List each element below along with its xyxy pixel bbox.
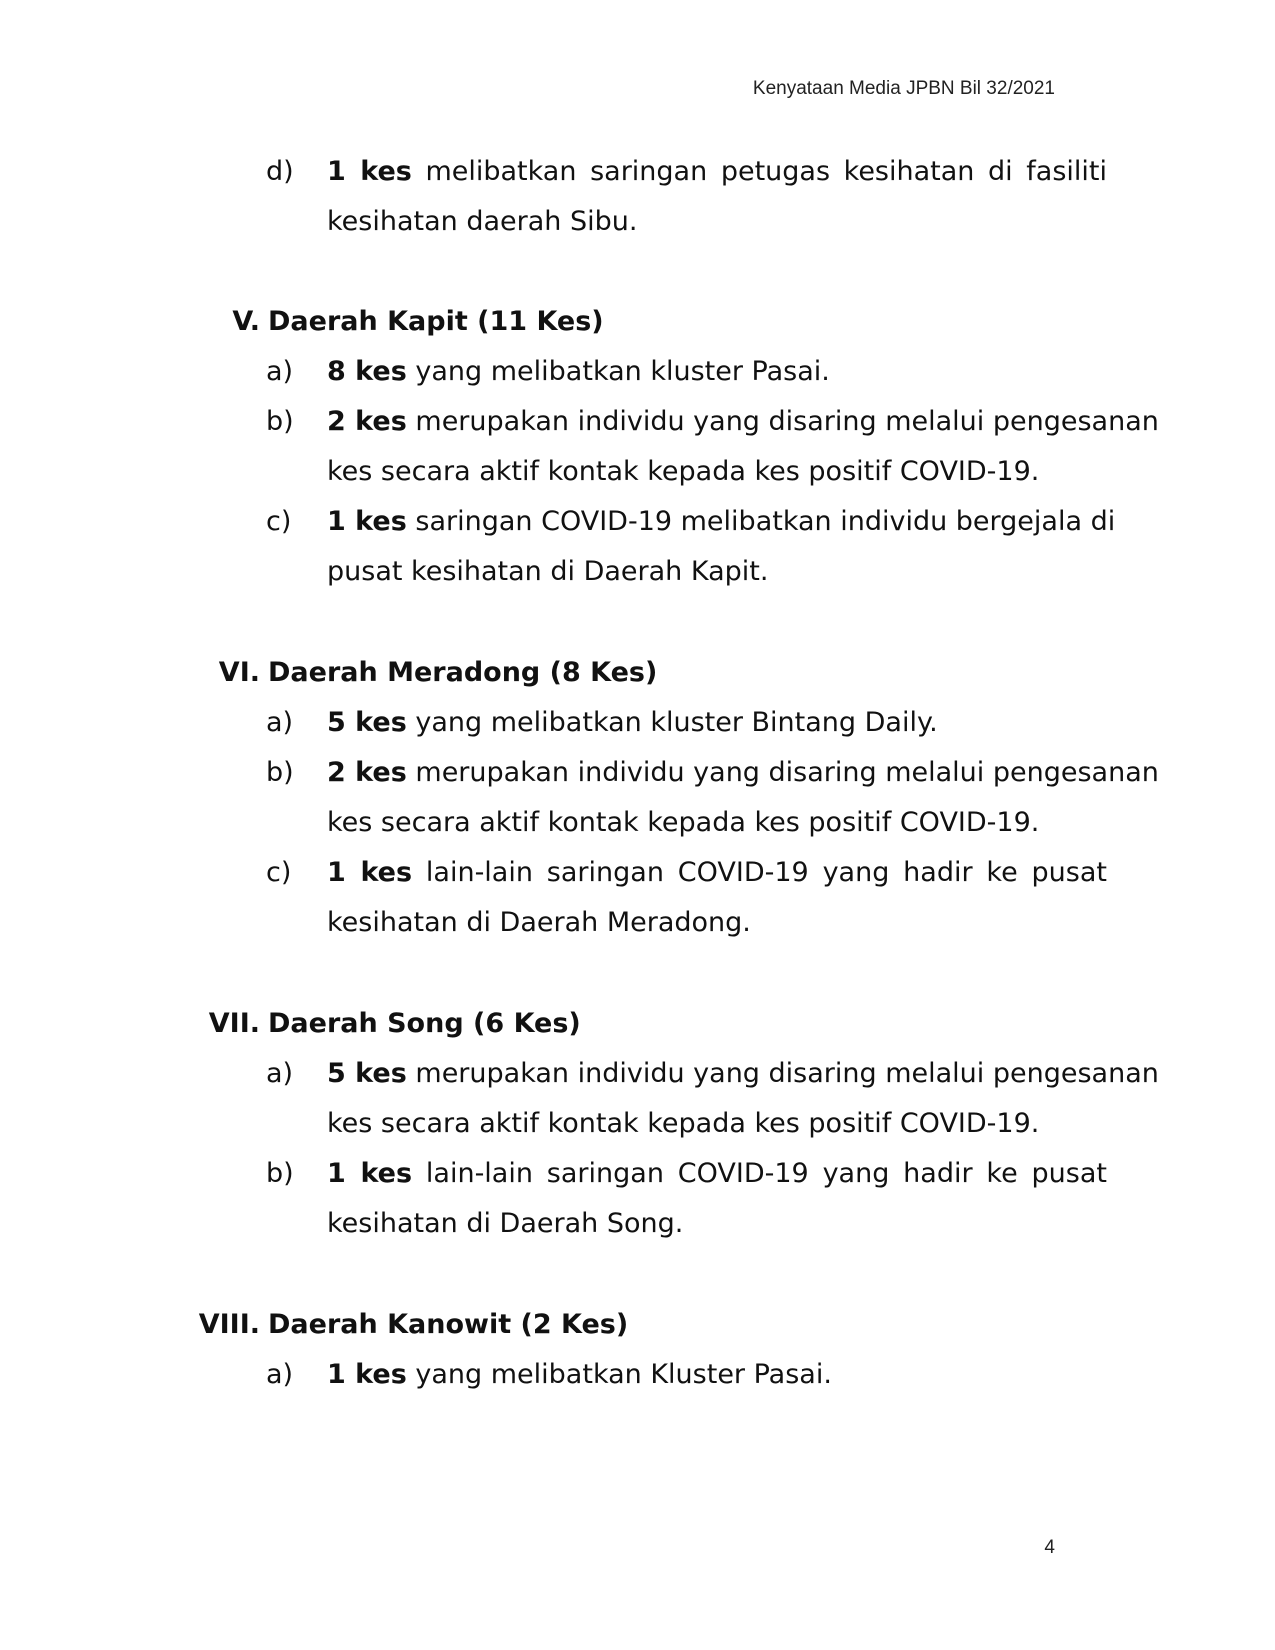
case-count: 2 kes — [327, 406, 407, 437]
item-description-continued: kesihatan di Daerah Song. — [327, 1208, 684, 1239]
section-title: Daerah Song (6 Kes) — [268, 1008, 581, 1039]
case-count: 1 kes — [327, 857, 413, 888]
section-heading — [0, 1299, 1275, 1351]
list-item — [0, 1048, 1275, 1100]
section-heading — [0, 296, 1275, 348]
item-letter: a) — [266, 1359, 294, 1390]
document-header: Kenyataan Media JPBN Bil 32/2021 — [752, 78, 1055, 99]
item-letter: b) — [266, 1158, 294, 1189]
item-text — [327, 346, 1107, 398]
item-letter: c) — [266, 857, 292, 888]
section-heading — [0, 998, 1275, 1050]
case-count: 1 kes — [327, 1359, 407, 1390]
item-text — [327, 697, 1107, 749]
list-item-continuation — [0, 446, 1275, 498]
item-description-continued: kesihatan daerah Sibu. — [327, 206, 638, 237]
item-description-continued: kes secara aktif kontak kepada kes positif COVID-19. — [327, 456, 1040, 487]
item-text — [327, 146, 1107, 198]
list-item — [0, 747, 1275, 799]
item-description-continued: pusat kesihatan di Daerah Kapit. — [327, 556, 769, 587]
section-numeral: V. — [232, 306, 260, 337]
item-text — [327, 747, 1159, 799]
item-text — [327, 496, 1116, 548]
item-text — [327, 1148, 1107, 1200]
item-description: merupakan individu yang disaring melalui pengesanan — [406, 757, 1159, 788]
item-letter: a) — [266, 1058, 294, 1089]
case-count: 8 kes — [327, 356, 407, 387]
list-item — [0, 1349, 1275, 1401]
item-text — [327, 396, 1159, 448]
list-item-continuation — [0, 1098, 1275, 1150]
page-number: 4 — [1044, 1537, 1055, 1558]
item-letter: c) — [266, 506, 292, 537]
list-item — [0, 396, 1275, 448]
item-description: saringan COVID-19 melibatkan individu bergejala di — [406, 506, 1116, 537]
item-description: merupakan individu yang disaring melalui pengesanan — [406, 1058, 1159, 1089]
item-text — [327, 847, 1107, 899]
section-numeral: VIII. — [198, 1309, 260, 1340]
section-heading — [0, 647, 1275, 699]
item-description-continued: kes secara aktif kontak kepada kes positif COVID-19. — [327, 807, 1040, 838]
case-count: 1 kes — [327, 506, 407, 537]
list-item-continuation — [0, 1198, 1275, 1250]
section-numeral: VI. — [218, 657, 260, 688]
item-description: melibatkan saringan petugas kesihatan di fasiliti — [411, 156, 1107, 187]
list-item — [0, 146, 1275, 198]
case-count: 1 kes — [327, 156, 412, 187]
list-item-continuation — [0, 797, 1275, 849]
list-item-continuation — [0, 196, 1275, 248]
item-text — [327, 1349, 1107, 1401]
section-numeral: VII. — [208, 1008, 260, 1039]
item-letter: b) — [266, 406, 294, 437]
list-item — [0, 346, 1275, 398]
item-description: yang melibatkan kluster Pasai. — [406, 356, 830, 387]
item-description: merupakan individu yang disaring melalui pengesanan — [406, 406, 1159, 437]
list-item — [0, 1148, 1275, 1200]
item-description: yang melibatkan kluster Bintang Daily. — [406, 707, 938, 738]
item-description: lain-lain saringan COVID-19 yang hadir ke pusat — [412, 857, 1107, 888]
list-item-continuation — [0, 546, 1275, 598]
item-letter: a) — [266, 707, 294, 738]
section-title: Daerah Kanowit (2 Kes) — [268, 1309, 629, 1340]
item-letter: b) — [266, 757, 294, 788]
item-description: yang melibatkan Kluster Pasai. — [406, 1359, 832, 1390]
item-description: lain-lain saringan COVID-19 yang hadir ke pusat — [412, 1158, 1107, 1189]
list-item — [0, 496, 1275, 548]
section-title: Daerah Kapit (11 Kes) — [268, 306, 604, 337]
list-item — [0, 697, 1275, 749]
item-text — [327, 1048, 1159, 1100]
item-description-continued: kesihatan di Daerah Meradong. — [327, 907, 751, 938]
list-item-continuation — [0, 897, 1275, 949]
item-description-continued: kes secara aktif kontak kepada kes positif COVID-19. — [327, 1108, 1040, 1139]
item-letter: a) — [266, 356, 294, 387]
item-letter: d) — [266, 156, 294, 187]
case-count: 5 kes — [327, 707, 407, 738]
case-count: 1 kes — [327, 1158, 413, 1189]
list-item — [0, 847, 1275, 899]
case-count: 5 kes — [327, 1058, 407, 1089]
section-title: Daerah Meradong (8 Kes) — [268, 657, 658, 688]
case-count: 2 kes — [327, 757, 407, 788]
